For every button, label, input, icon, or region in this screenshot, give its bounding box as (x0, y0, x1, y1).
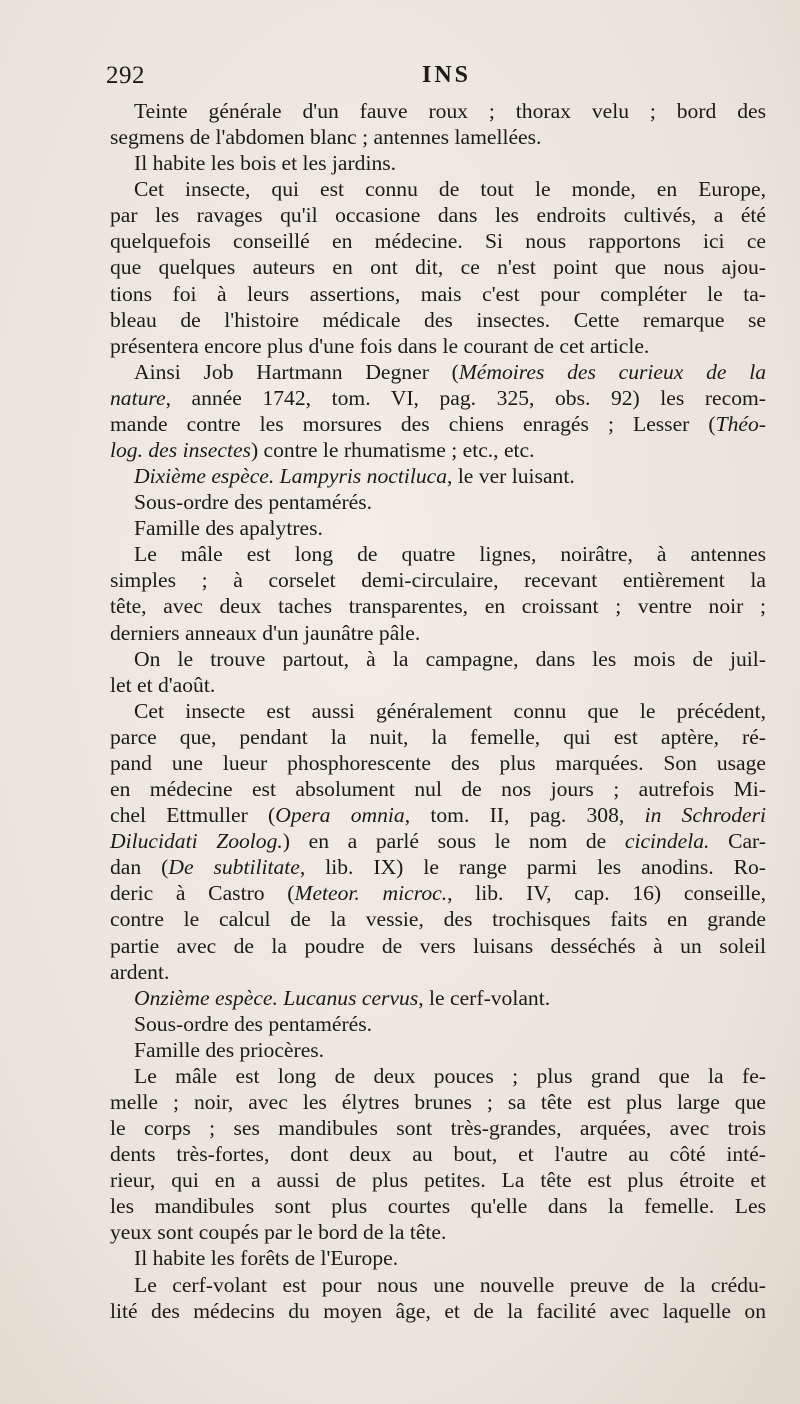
text-line: Il habite les forêts de l'Europe. (134, 1246, 399, 1271)
text-line: log. des insectes) contre le rhumatisme ; etc., etc. (110, 438, 535, 463)
text-line: mande contre les morsures des chiens enragés ; Lesser (Théo- (110, 411, 766, 436)
text-line: bleau de l'histoire médicale des insectes. Cette remarque se (110, 307, 766, 332)
text-line: tions foi à leurs assertions, mais c'est pour compléter le ta- (110, 281, 766, 306)
text-line: deric à Castro (Meteor. microc., lib. IV, cap. 16) conseille, (110, 881, 766, 906)
text-line: lité des médecins du moyen âge, et de la facilité avec laquelle on (110, 1298, 766, 1323)
text-line: Teinte générale d'un fauve roux ; thorax velu ; bord des (134, 99, 766, 123)
text-line: dan (De subtilitate, lib. IX) le range parmi les anodins. Ro- (110, 855, 766, 880)
body-text (110, 98, 766, 1324)
text-line: Dilucidati Zoolog.) en a parlé sous le nom de cicindela. Car- (110, 829, 767, 854)
text-line: le corps ; ses mandibules sont très-grandes, arquées, avec trois (110, 1116, 766, 1141)
text-line: Cet insecte est aussi généralement connu que le précédent, (134, 698, 766, 723)
text-line: pand une lueur phosphorescente des plus marquées. Son usage (110, 750, 766, 775)
text-line: On le trouve partout, à la campagne, dans les mois de juil- (134, 646, 766, 671)
text-line: Cet insecte, qui est connu de tout le monde, en Europe, (134, 177, 766, 202)
text-line: Sous-ordre des pentamérés. (134, 490, 373, 515)
text-line: Le cerf-volant est pour nous une nouvelle preuve de la crédu- (134, 1272, 766, 1297)
text-line: yeux sont coupés par le bord de la tête. (110, 1220, 447, 1245)
text-line: tête, avec deux taches transparentes, en croissant ; ventre noir ; (110, 594, 766, 619)
text-line: Le mâle est long de deux pouces ; plus grand que la fe- (134, 1063, 766, 1088)
text-line: rieur, qui en a aussi de plus petites. La tête est plus étroite et (110, 1168, 766, 1193)
text-line: derniers anneaux d'un jaunâtre pâle. (110, 620, 421, 645)
text-line: partie avec de la poudre de vers luisans desséchés à un soleil (110, 933, 766, 958)
page-number: 292 (106, 62, 145, 89)
text-line: Le mâle est long de quatre lignes, noirâtre, à antennes (134, 542, 766, 567)
text-line: en médecine est absolument nul de nos jours ; autrefois Mi- (110, 777, 766, 802)
text-line: melle ; noir, avec les élytres brunes ; sa tête est plus large que (110, 1089, 766, 1114)
text-line: ardent. (110, 959, 170, 984)
running-head (106, 62, 770, 96)
text-line: Dixième espèce. Lampyris noctiluca, le ver luisant. (134, 464, 575, 489)
text-line: dents très-fortes, dont deux au bout, et l'autre au côté inté- (110, 1142, 766, 1167)
text-line: Famille des apalytres. (134, 516, 323, 541)
text-line: Sous-ordre des pentamérés. (134, 1011, 373, 1036)
text-line: Il habite les bois et les jardins. (134, 151, 397, 176)
text-line: Ainsi Job Hartmann Degner (Mémoires des curieux de la (134, 359, 767, 384)
text-line: Onzième espèce. Lucanus cervus, le cerf-volant. (134, 985, 551, 1010)
text-line: parce que, pendant la nuit, la femelle, qui est aptère, ré- (110, 724, 766, 749)
text-line: les mandibules sont plus courtes qu'elle dans la femelle. Les (110, 1194, 766, 1219)
text-line: simples ; à corselet demi-circulaire, recevant entièrement la (110, 568, 766, 593)
text-line: Famille des priocères. (134, 1037, 325, 1062)
section-heading: INS (422, 62, 472, 88)
text-line: contre le calcul de la vessie, des trochisques faits en grande (110, 907, 766, 932)
text-line: par les ravages qu'il occasione dans les endroits cultivés, a été (110, 203, 766, 228)
text-line: nature, année 1742, tom. VI, pag. 325, obs. 92) les recom- (110, 385, 766, 410)
text-line: que quelques auteurs en ont dit, ce n'est point que nous ajou- (110, 255, 766, 280)
text-line: présentera encore plus d'une fois dans le courant de cet article. (110, 333, 650, 358)
text-line: chel Ettmuller (Opera omnia, tom. II, pag. 308, in Schroderi (110, 803, 767, 828)
text-line: quelquefois conseillé en médecine. Si nous rapportons ici ce (110, 229, 766, 254)
text-line: let et d'août. (110, 672, 216, 697)
text-line: segmens de l'abdomen blanc ; antennes lamellées. (110, 125, 542, 150)
